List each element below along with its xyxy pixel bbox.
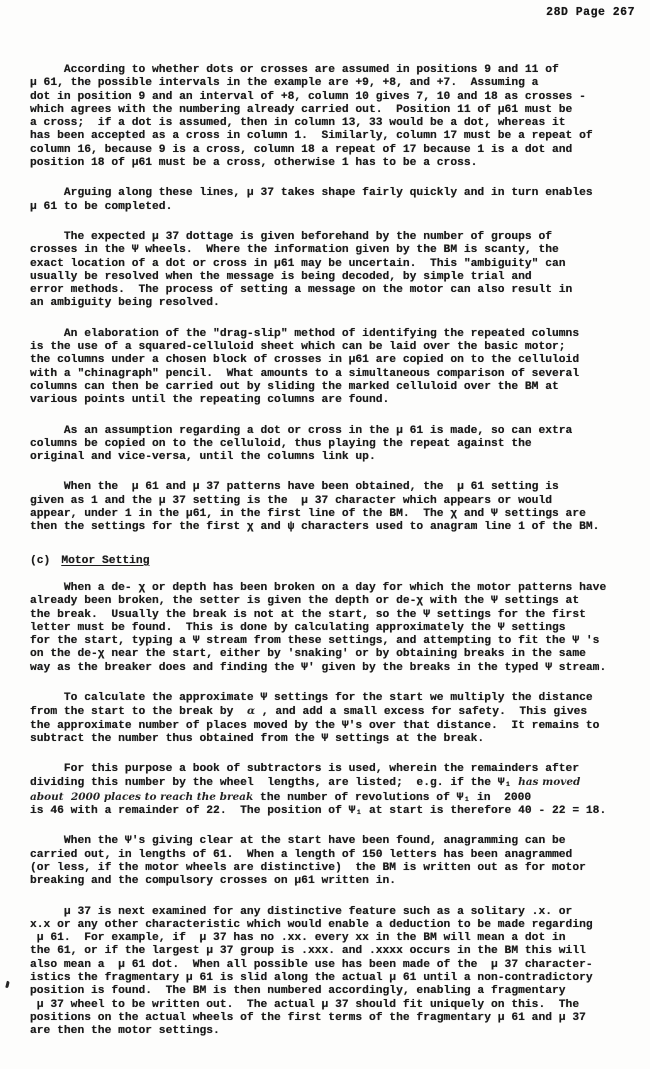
text-line: [30, 999, 632, 1012]
text-line: [30, 368, 632, 381]
text-line: [30, 906, 632, 919]
paragraph: [30, 64, 632, 170]
typed-text: columns be copied on to the celluloid, thus playing the repeat against the: [30, 437, 532, 450]
typed-text: As an assumption regarding a dot or cross in the μ 61 is made, so can extra: [30, 424, 573, 437]
text-line: [30, 271, 632, 284]
ink-speck: [5, 981, 10, 989]
text-line: [30, 972, 632, 985]
text-line: [30, 157, 632, 170]
handwritten-text: α: [246, 705, 256, 718]
text-line: [30, 508, 632, 521]
paragraph: [30, 692, 632, 746]
text-line: [30, 875, 632, 888]
text-line: [30, 622, 632, 635]
paragraph: [30, 906, 632, 1039]
typed-text: given as 1 and the μ 37 setting is the μ 37 character which appears or would: [30, 494, 553, 507]
section-heading-prefix: (c): [30, 554, 51, 567]
typed-text: column 16, because 9 is a cross, column 18 a repeat of 17 because 1 is a dot and: [30, 143, 573, 156]
typed-text: x.x or any other characteristic which would enable a deduction to be made regarding: [30, 918, 593, 931]
text-line: [30, 835, 632, 848]
text-line: [30, 187, 632, 200]
section-heading: [30, 555, 632, 568]
paragraph: [30, 763, 632, 818]
text-line: [30, 77, 632, 90]
text-line: [30, 776, 632, 790]
paragraph: [30, 328, 632, 408]
typed-text: with a "chinagraph" pencil. What amounts to a simultaneous comparison of several: [30, 367, 580, 380]
text-line: [30, 91, 632, 104]
typed-text: for the start, typing a Ψ stream from these settings, and attempting to fit the Ψ 's: [30, 635, 600, 648]
typed-text: also mean a μ 61 dot. When all possible use has been made of the μ 37 character-: [30, 958, 593, 971]
page-header: 28D Page 267: [546, 6, 635, 19]
text-line: [30, 64, 632, 77]
typed-text: dividing this number by the wheel lengths, are listed; e.g. if the Ψ₁: [30, 777, 519, 790]
text-line: [30, 662, 632, 675]
text-line: [30, 381, 632, 394]
typed-text: are then the motor settings.: [30, 1025, 220, 1038]
text-line: [30, 521, 632, 534]
handwritten-text: about 2000 places to reach the break: [30, 790, 254, 803]
typed-text: various points until the repeating columns are found.: [30, 394, 390, 407]
text-line: [30, 733, 632, 746]
text-line: [30, 945, 632, 958]
typed-text: the 61, or if the largest μ 37 group is .xxx. and .xxxx occurs in the BM this will: [30, 945, 586, 958]
text-line: [30, 849, 632, 862]
typed-text: error methods. The process of setting a message on the motor can also result in: [30, 284, 573, 297]
text-line: [30, 394, 632, 407]
text-line: [30, 932, 632, 945]
text-line: [30, 919, 632, 932]
typed-text: appear, under 1 in the μ61, in the first line of the BM. The χ and Ψ settings are: [30, 508, 586, 521]
text-line: [30, 805, 632, 818]
text-line: [30, 117, 632, 130]
typed-text: The expected μ 37 dottage is given beforehand by the number of groups of: [30, 230, 553, 243]
typed-text: position is found. The BM is then numbered accordingly, enabling a fragmentary: [30, 985, 566, 998]
typed-text: crosses in the Ψ wheels. Where the information given by the BM is scanty, the: [30, 244, 559, 257]
typed-text: letter must be found. This is done by calculating approximately the Ψ settings: [30, 621, 566, 634]
paragraph: [30, 835, 632, 888]
typed-text: is 46 with a remainder of 22. The position of Ψ₁ at start is therefore 40 - 22 = 18.: [30, 805, 607, 818]
typed-text: μ 61 to be completed.: [30, 200, 173, 213]
typed-text: , and add a small excess for safety. This gives: [255, 706, 588, 719]
typed-text: istics the fragmentary μ 61 is slid along the actual μ 61 until a non-contradictory: [30, 972, 593, 985]
paragraph: [30, 425, 632, 465]
typed-text: Arguing along these lines, μ 37 takes shape fairly quickly and in turn enables: [30, 187, 593, 200]
text-line: [30, 144, 632, 157]
paragraph: [30, 481, 632, 534]
typed-text: position 18 of μ61 must be a cross, otherwise 1 has to be a cross.: [30, 157, 478, 170]
text-line: [30, 609, 632, 622]
paragraph: [30, 187, 632, 214]
typed-text: For this purpose a book of subtractors is used, wherein the remainders after: [30, 763, 580, 776]
text-line: [30, 791, 632, 805]
text-line: [30, 231, 632, 244]
typed-text: positions on the actual wheels of the first terms of the fragmentary μ 61 and μ 37: [30, 1011, 586, 1024]
typed-text: the columns under a chosen block of crosses in μ61 are copied on to the celluloid: [30, 354, 580, 367]
typed-text: the number of revolutions of Ψ₁ in 2000: [253, 791, 532, 804]
text-line: [30, 201, 632, 214]
text-line: [30, 438, 632, 451]
text-line: [30, 648, 632, 661]
typed-text: from the start to the break by: [30, 706, 247, 719]
typed-text: (or less, if the motor wheels are distinctive) the BM is written out as for motor: [30, 861, 586, 874]
text-line: [30, 959, 632, 972]
typed-text: the break. Usually the break is not at the start, so the Ψ settings for the first: [30, 608, 586, 621]
text-line: [30, 354, 632, 367]
text-line: [30, 341, 632, 354]
typed-text: An elaboration of the "drag-slip" method of identifying the repeated columns: [30, 327, 580, 340]
text-line: [30, 328, 632, 341]
text-line: [30, 635, 632, 648]
typed-text: μ 61, the possible intervals in the example are +9, +8, and +7. Assuming a: [30, 77, 539, 90]
text-line: [30, 1012, 632, 1025]
text-line: [30, 297, 632, 310]
typed-text: then the settings for the first χ and ψ characters used to anagram line 1 of the BM.: [30, 521, 600, 534]
text-line: [30, 258, 632, 271]
typed-text: already been broken, the setter is given the depth or de-χ with the Ψ settings at: [30, 595, 580, 608]
typed-text: According to whether dots or crosses are assumed in positions 9 and 11 of: [30, 64, 559, 76]
handwritten-text: has moved: [518, 776, 581, 789]
text-line: [30, 104, 632, 117]
text-line: [30, 284, 632, 297]
typed-text: the approximate number of places moved by the Ψ's over that distance. It remains to: [30, 719, 600, 732]
text-line: [30, 244, 632, 257]
typed-text: exact location of a dot or cross in μ61 may be uncertain. This "ambiguity" can: [30, 257, 566, 270]
text-line: [30, 130, 632, 143]
text-line: [30, 692, 632, 705]
typed-text: columns can then be carried out by sliding the marked celluloid over the BM at: [30, 380, 559, 393]
typed-text: To calculate the approximate Ψ settings for the start we multiply the distance: [30, 691, 593, 704]
text-line: [30, 1025, 632, 1038]
typed-text: on the de-χ near the start, either by 'snaking' or by obtaining breaks in the same: [30, 648, 586, 661]
typed-text: is the use of a squared-celluloid sheet which can be laid over the basic motor;: [30, 341, 566, 354]
typed-text: carried out, in lengths of 61. When a length of 150 letters has been anagrammed: [30, 848, 573, 861]
paragraph: [30, 582, 632, 675]
section-heading-title: Motor Setting: [61, 554, 150, 567]
typed-text: an ambiguity being resolved.: [30, 297, 220, 310]
text-line: [30, 720, 632, 733]
typed-text: μ 37 wheel to be written out. The actual μ 37 should fit uniquely on this. The: [30, 998, 580, 1011]
text-line: [30, 705, 632, 719]
typed-text: which agrees with the numbering already carried out. Position 11 of μ61 must be: [30, 103, 573, 116]
text-line: [30, 985, 632, 998]
typed-text: When the μ 61 and μ 37 patterns have been obtained, the μ 61 setting is: [30, 481, 559, 494]
paragraph: [30, 231, 632, 311]
typed-text: original and vice-versa, until the columns link up.: [30, 451, 376, 464]
text-line: [30, 582, 632, 595]
typed-text: dot in position 9 and an interval of +8, column 10 gives 7, 10 and 18 as crosses -: [30, 90, 586, 103]
document-body: [30, 64, 632, 1056]
text-line: [30, 495, 632, 508]
typed-text: has been accepted as a cross in column 1. Similarly, column 17 must be a repeat of: [30, 130, 593, 143]
typed-text: usually be resolved when the message is being decoded, by simple trial and: [30, 270, 532, 283]
typed-text: When the Ψ's giving clear at the start have been found, anagramming can be: [30, 835, 566, 848]
text-line: [30, 451, 632, 464]
text-line: [30, 481, 632, 494]
typed-text: a cross; if a dot is assumed, then in column 13, 33 would be a dot, whereas it: [30, 117, 566, 130]
text-line: [30, 763, 632, 776]
typed-text: μ 37 is next examined for any distinctive feature such as a solitary .x. or: [30, 905, 573, 918]
typed-text: When a de- χ or depth has been broken on a day for which the motor patterns have: [30, 581, 607, 594]
typed-text: breaking and the compulsory crosses on μ61 written in.: [30, 875, 397, 888]
text-line: [30, 425, 632, 438]
typed-text: μ 61. For example, if μ 37 has no .xx. every xx in the BM will mean a dot in: [30, 932, 566, 945]
typed-text: subtract the number thus obtained from the Ψ settings at the break.: [30, 732, 485, 745]
typed-text: way as the breaker does and finding the Ψ' given by the breaks in the typed Ψ stream.: [30, 661, 607, 674]
text-line: [30, 595, 632, 608]
text-line: [30, 862, 632, 875]
